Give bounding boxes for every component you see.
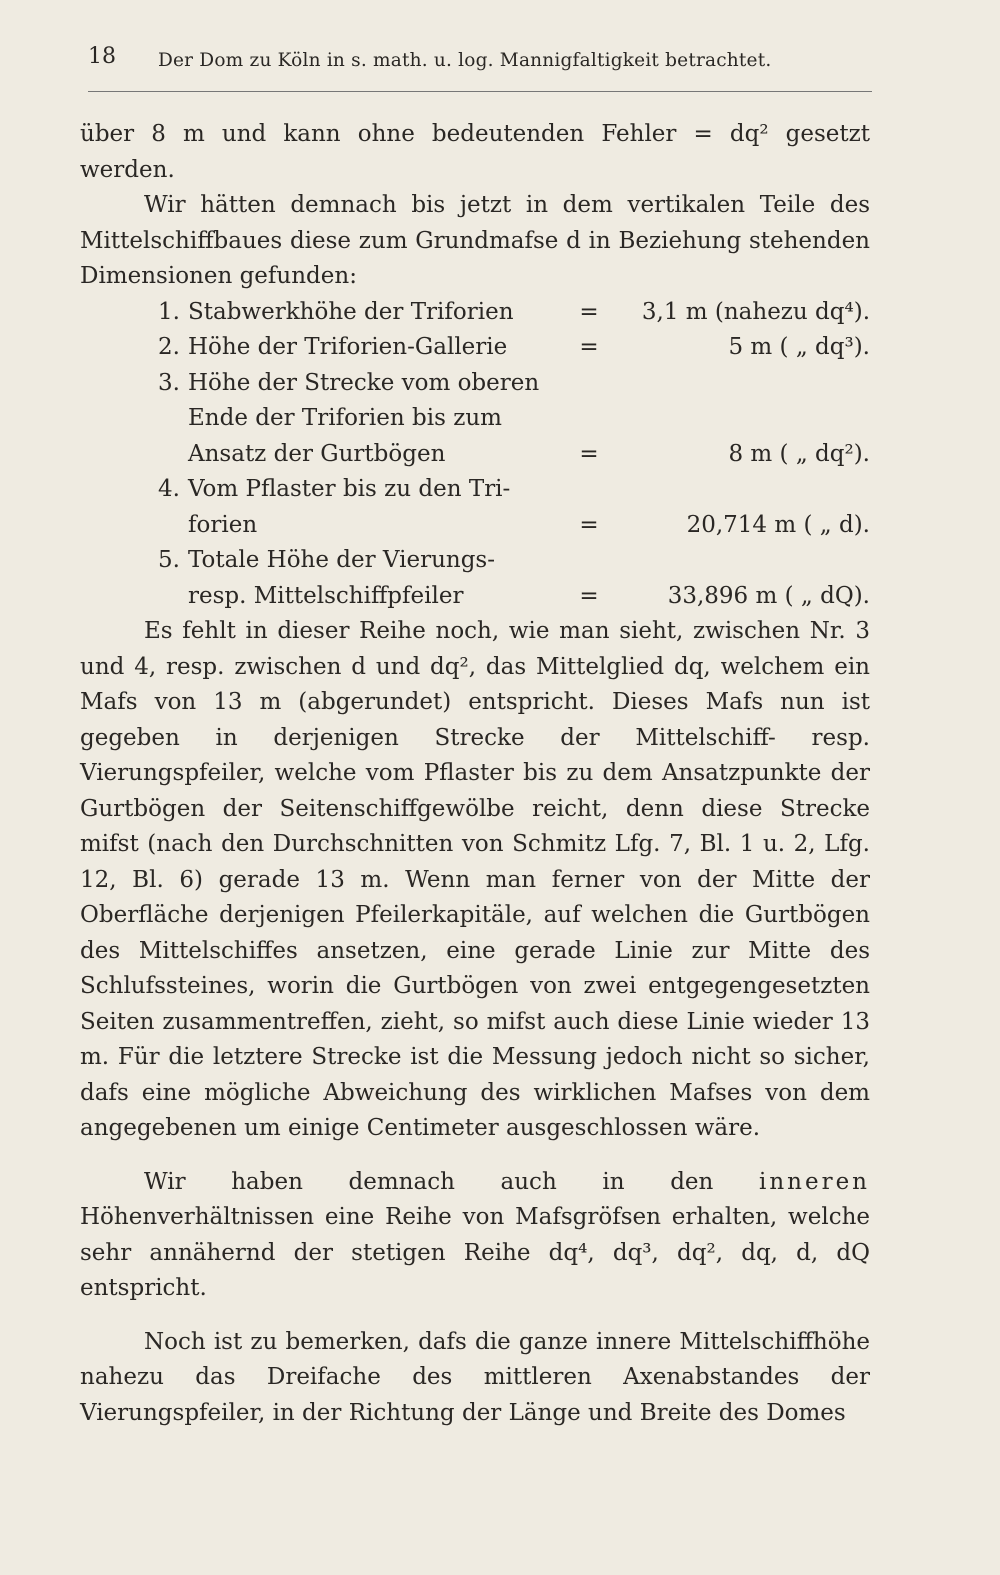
item-label	[188, 330, 560, 366]
header-rule	[88, 91, 872, 92]
item-label-line: Höhe der Triforien-Gallerie	[188, 334, 508, 360]
item-label-line: Stabwerkhöhe der Triforien	[188, 298, 514, 325]
dimension-item	[80, 295, 870, 331]
equals-sign: =	[579, 511, 599, 538]
dimension-item	[80, 543, 870, 614]
item-label-line: Ansatz der Gurtbögen	[188, 440, 446, 467]
item-label-line: forien	[188, 511, 258, 538]
item-value: 5 m ( „ dq³).	[728, 334, 870, 360]
item-number: 4.	[158, 476, 180, 502]
item-label-line: Ende der Triforien bis zum	[188, 405, 502, 431]
dimension-list	[80, 295, 870, 615]
item-label	[188, 472, 560, 543]
item-number: 5.	[158, 547, 180, 573]
item-number: 3.	[158, 369, 180, 396]
item-number: 2.	[158, 334, 180, 360]
item-value: 3,1 m (nahezu dq⁴).	[641, 298, 870, 325]
item-label-line: Höhe der Strecke vom oberen	[188, 369, 540, 396]
item-value: 33,896 m ( „ dQ).	[667, 582, 870, 609]
item-value: 20,714 m ( „ d).	[686, 511, 870, 538]
emphasis-word: inneren	[758, 1168, 870, 1195]
equals-sign: =	[579, 334, 599, 360]
dimension-item	[80, 472, 870, 543]
item-label	[188, 543, 560, 614]
item-value: 8 m ( „ dq²).	[728, 440, 870, 467]
item-number: 1.	[158, 298, 180, 325]
paragraph-4	[80, 1165, 870, 1307]
page-header	[88, 44, 872, 78]
running-title: Der Dom zu Köln in s. math. u. log. Mannigfaltigkeit betrachtet.	[158, 50, 772, 71]
equals-sign: =	[579, 440, 599, 467]
equals-sign: =	[579, 298, 599, 325]
paragraph-3: Es fehlt in dieser Reihe noch, wie man sieht, zwischen Nr. 3 und 4, resp. zwischen d und dq², das Mittelglied dq, welchem ein Mafs von 13 m (abgerundet) entspricht. Dieses Mafs nun ist gegeben in derjenigen Strecke der Mittelschiff- resp. Vierungspfeiler, welche vom Pflaster bis zu dem Ansatzpunkte der Gurtbögen der Seitenschiffgewölbe reicht, denn diese Strecke mifst (nach den Durchschnitten von Schmitz Lfg. 7, Bl. 1 u. 2, Lfg. 12, Bl. 6) gerade 13 m. Wenn man ferner von der Mitte der Oberfläche derjenigen Pfeilerkapitäle, auf welchen die Gurtbögen des Mittelschiffes ansetzen, eine gerade Linie zur Mitte des Schlufssteines, worin die Gurtbögen von zwei entgegengesetzten Seiten zusammentreffen, zieht, so mifst auch diese Linie wieder 13 m. Für die letztere Strecke ist die Messung jedoch nicht so sicher, dafs eine mögliche Abweichung des wirklichen Mafses von dem angegebenen um einige Centimeter ausgeschlossen wäre.	[80, 618, 870, 1141]
dimension-item	[80, 366, 870, 473]
paragraph-2: Wir hätten demnach bis jetzt in dem vertikalen Teile des Mittelschiffbaues diese zum Grundmafse d in Beziehung stehenden Dimensionen gefunden:	[80, 192, 870, 289]
item-label	[188, 366, 560, 473]
item-label-line: Totale Höhe der Vierungs-	[188, 547, 496, 573]
item-label-line: Vom Pflaster bis zu den Tri-	[188, 476, 511, 502]
item-label-line: resp. Mittelschiffpfeiler	[188, 582, 464, 609]
paragraph-1: über 8 m und kann ohne bedeutenden Fehler = dq² gesetzt werden.	[80, 121, 870, 183]
equals-sign: =	[579, 582, 599, 609]
paragraph-4-rest: Höhenverhältnissen eine Reihe von Mafsgröfsen erhalten, welche sehr annähernd der stetigen Reihe dq⁴, dq³, dq², dq, d, dQ entspricht.	[80, 1204, 870, 1301]
paragraph-5: Noch ist zu bemerken, dafs die ganze innere Mittelschiffhöhe nahezu das Dreifache des mittleren Axenabstandes der Vierungspfeiler, in der Richtung der Länge und Breite des Domes	[80, 1328, 870, 1426]
paragraph-4-start: Wir haben demnach auch in den	[144, 1168, 714, 1195]
dimension-item	[80, 330, 870, 366]
item-label	[188, 295, 560, 331]
body-text	[80, 117, 870, 1431]
page-number: 18	[88, 44, 116, 69]
